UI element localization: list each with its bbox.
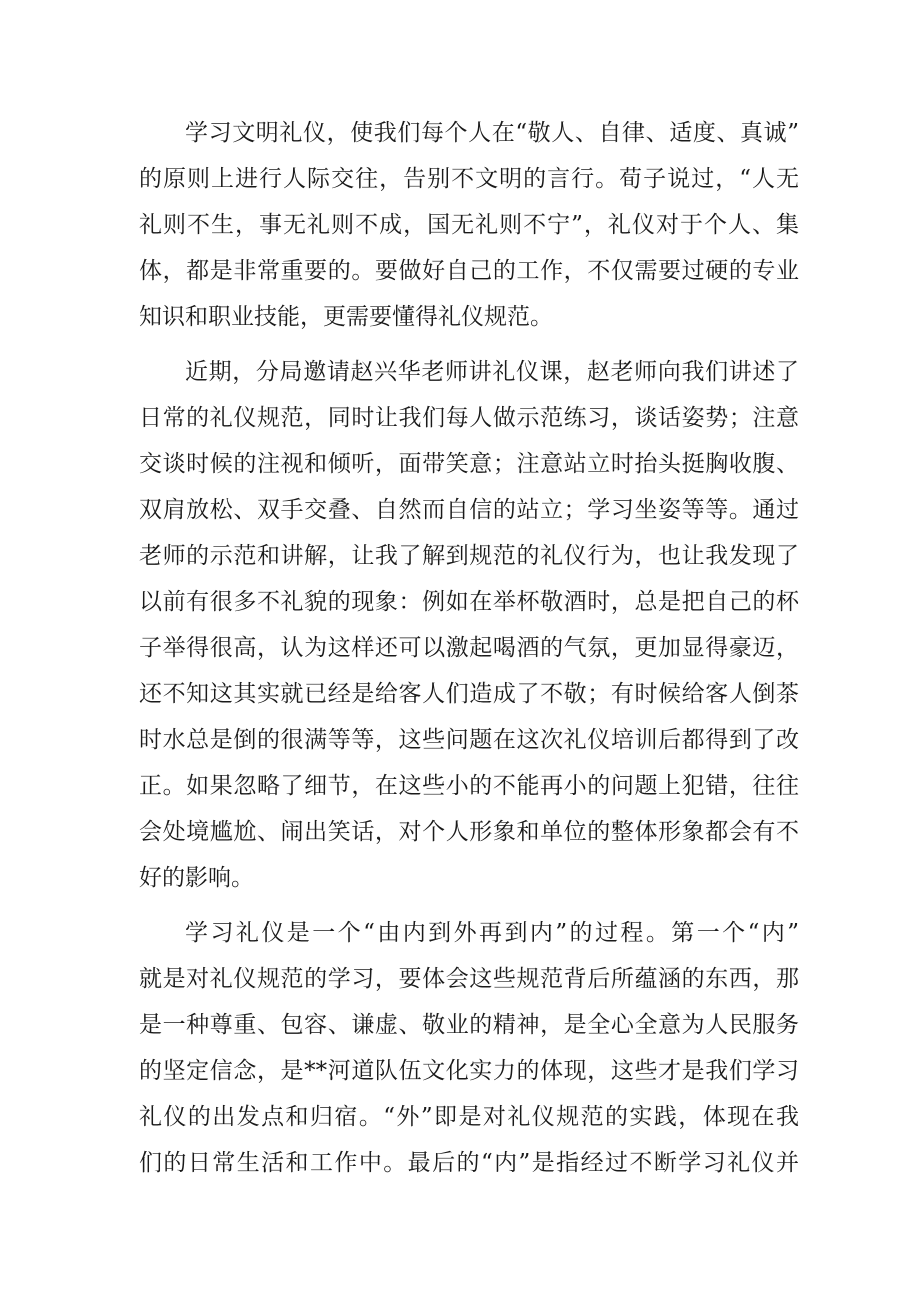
- paragraph-1-line-2: 的原则上进行人际交往，告别不文明的言行。荀子说过，“人无: [139, 166, 799, 192]
- paragraph-1-line-1: 学习文明礼仪，使我们每个人在“敬人、自律、适度、真诚”: [185, 120, 799, 146]
- paragraph-2-line-2: 日常的礼仪规范，同时让我们每人做示范练习，谈话姿势；注意: [139, 405, 799, 431]
- paragraph-2-line-10: 正。如果忽略了细节，在这些小的不能再小的问题上犯错，往往: [139, 773, 799, 799]
- paragraph-2-line-1: 近期，分局邀请赵兴华老师讲礼仪课，赵老师向我们讲述了: [185, 359, 799, 385]
- paragraph-3-line-3: 是一种尊重、包容、谦虚、敬业的精神，是全心全意为人民服务: [139, 1012, 799, 1038]
- paragraph-2-line-4: 双肩放松、双手交叠、自然而自信的站立；学习坐姿等等。通过: [139, 497, 799, 523]
- paragraph-1-line-4: 体，都是非常重要的。要做好自己的工作，不仅需要过硬的专业: [139, 258, 799, 284]
- paragraph-2-line-11: 会处境尴尬、闹出笑话，对个人形象和单位的整体形象都会有不: [139, 819, 799, 845]
- paragraph-1-line-5: 知识和职业技能，更需要懂得礼仪规范。: [139, 304, 553, 330]
- paragraph-3-line-4: 的坚定信念，是**河道队伍文化实力的体现，这些才是我们学习: [139, 1058, 799, 1084]
- paragraph-2-line-3: 交谈时候的注视和倾听，面带笑意；注意站立时抬头挺胸收腹、: [139, 451, 799, 477]
- paragraph-2-line-12: 好的影响。: [139, 865, 254, 891]
- paragraph-3-line-1: 学习礼仪是一个“由内到外再到内”的过程。第一个“内”: [185, 920, 799, 946]
- paragraph-1-line-3: 礼则不生，事无礼则不成，国无礼则不宁”，礼仪对于个人、集: [139, 212, 799, 238]
- paragraph-3-line-5: 礼仪的出发点和归宿。“外”即是对礼仪规范的实践，体现在我: [139, 1104, 799, 1130]
- paragraph-2-line-8: 还不知这其实就已经是给客人们造成了不敬；有时候给客人倒茶: [139, 681, 799, 707]
- paragraph-3-line-2: 就是对礼仪规范的学习，要体会这些规范背后所蕴涵的东西，那: [139, 966, 799, 992]
- paragraph-3-line-6: 们的日常生活和工作中。最后的“内”是指经过不断学习礼仪并: [139, 1150, 799, 1176]
- paragraph-2-line-9: 时水总是倒的很满等等，这些问题在这次礼仪培训后都得到了改: [139, 727, 799, 753]
- paragraph-2-line-7: 子举得很高，认为这样还可以激起喝酒的气氛，更加显得豪迈，: [139, 635, 799, 661]
- paragraph-2-line-5: 老师的示范和讲解，让我了解到规范的礼仪行为，也让我发现了: [139, 543, 799, 569]
- paragraph-2-line-6: 以前有很多不礼貌的现象：例如在举杯敬酒时，总是把自己的杯: [139, 589, 799, 615]
